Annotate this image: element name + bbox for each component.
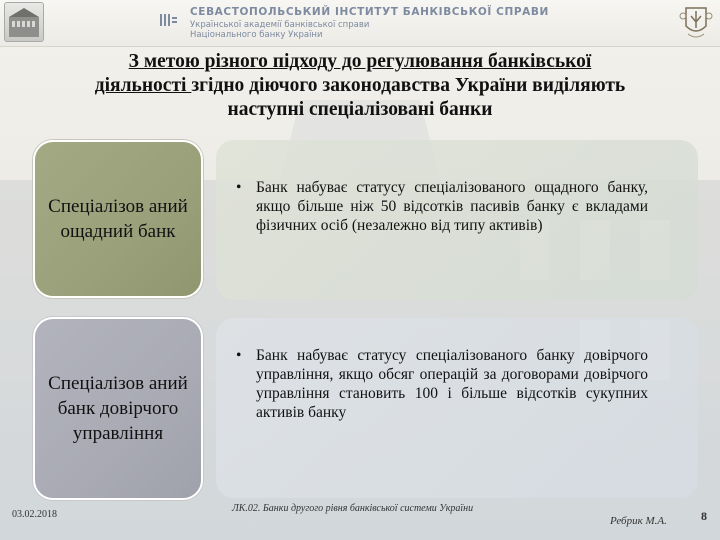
header-banner	[0, 0, 720, 47]
institute-subtitle-1: Української академії банківської справи	[190, 20, 370, 30]
trust-bank-label-box	[33, 317, 203, 500]
page-number: 8	[701, 509, 707, 523]
institute-name: СЕВАСТОПОЛЬСЬКИЙ ІНСТИТУТ БАНКІВСЬКОЇ СПРАВИ	[190, 6, 549, 18]
slide-title	[20, 50, 700, 122]
title-line-2-rest: згідно діючого законодавства України виділяють	[191, 75, 626, 96]
institute-mark-icon	[160, 12, 178, 28]
title-line-3: наступні спеціалізовані банки	[227, 99, 493, 120]
title-line-1: З метою різного підходу до регулювання банківської	[128, 51, 592, 72]
trust-bank-label: Спеціалізов аний банк довірчого управління	[48, 373, 188, 444]
institute-subtitle-2: Національного банку України	[190, 30, 323, 40]
footer-course: ЛК.02. Банки другого рівня банківської системи України	[232, 503, 474, 514]
title-line-2	[20, 74, 700, 98]
trust-bank-description: Банк набуває статусу спеціалізованого банку довірчого управління, якщо обсяг операцій за договорами довірчого управління становить 100 і більше відсотків сукупних активів банку	[256, 347, 648, 421]
footer-date: 03.02.2018	[12, 509, 57, 520]
coat-of-arms-icon	[678, 2, 714, 42]
footer-author: Ребрик М.А.	[610, 515, 667, 527]
bullet-icon: •	[236, 179, 242, 196]
bullet-icon: •	[236, 347, 242, 364]
trust-bank-description-panel	[216, 318, 698, 498]
savings-bank-description-panel	[216, 140, 698, 300]
title-underlined-word: діяльності	[94, 75, 192, 96]
savings-bank-label-box	[33, 140, 203, 298]
building-photo-icon	[4, 2, 44, 42]
savings-bank-description: Банк набуває статусу спеціалізованого ощадного банку, якщо більше ніж 50 відсотків пасивів банку є вкладами фізичних осіб (незалежно від типу активів)	[256, 179, 648, 234]
savings-bank-label: Спеціалізов аний ощадний банк	[48, 196, 188, 242]
